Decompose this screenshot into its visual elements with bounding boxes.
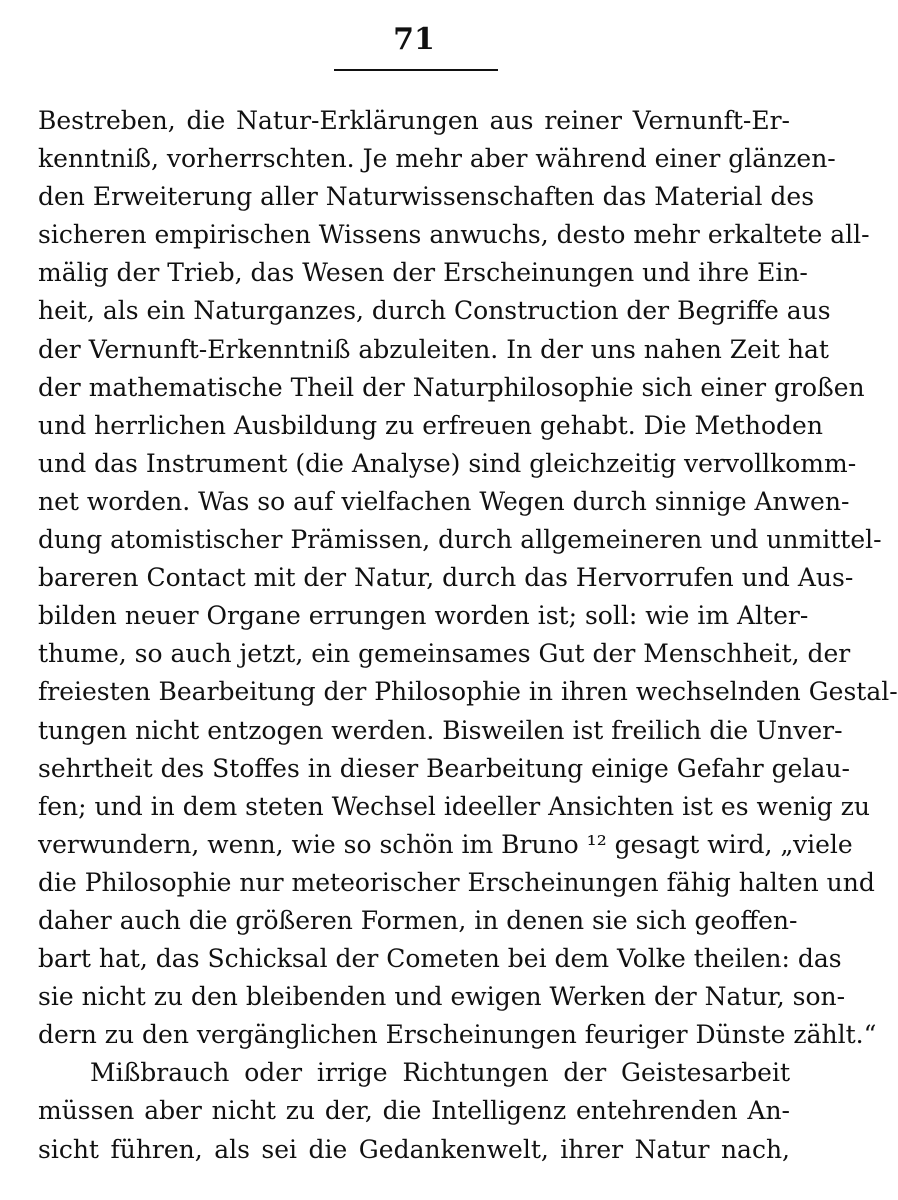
text-line: den Erweiterung aller Naturwissenschaften das Material des — [38, 182, 815, 212]
text-line: und herrlichen Ausbildung zu erfreuen gehabt. Die Methoden — [38, 410, 823, 440]
text-line: dern zu den vergänglichen Erscheinungen feuriger Dünste zählt.“ — [38, 1020, 877, 1050]
text-line: dung atomistischer Prämissen, durch allgemeineren und unmittel- — [38, 525, 882, 555]
header-rule — [334, 69, 498, 71]
text-line: müssen aber nicht zu der, die Intelligenz entehrenden An- — [38, 1096, 790, 1126]
text-line: fen; und in dem steten Wechsel ideeller Ansichten ist es wenig zu — [38, 791, 870, 821]
text-line: tungen nicht entzogen werden. Bisweilen ist freilich die Unver- — [38, 715, 843, 745]
page-number: 71 — [393, 22, 435, 57]
text-line: der Vernunft-Erkenntniß abzuleiten. In der uns nahen Zeit hat — [38, 334, 829, 364]
text-line: thume, so auch jetzt, ein gemeinsames Gut der Menschheit, der — [38, 639, 851, 669]
text-line: heit, als ein Naturganzes, durch Construction der Begriffe aus — [38, 296, 831, 326]
text-line: bilden neuer Organe errungen worden ist; soll: wie im Alter- — [38, 601, 809, 631]
text-line: mälig der Trieb, das Wesen der Erscheinungen und ihre Ein- — [38, 258, 808, 288]
body-text — [38, 102, 898, 1169]
text-line: Bestreben, die Natur-Erklärungen aus reiner Vernunft-Er- — [38, 106, 790, 135]
text-line: net worden. Was so auf vielfachen Wegen durch sinnige Anwen- — [38, 486, 850, 516]
text-line: kenntniß, vorherrschten. Je mehr aber während einer glänzen- — [38, 144, 836, 174]
text-line: bart hat, das Schicksal der Cometen bei dem Volke theilen: das — [38, 944, 842, 974]
text-line: sehrtheit des Stoffes in dieser Bearbeitung einige Gefahr gelau- — [38, 753, 850, 783]
text-line: die Philosophie nur meteorischer Erscheinungen fähig halten und — [38, 867, 875, 897]
text-line: der mathematische Theil der Naturphilosophie sich einer großen — [38, 372, 865, 402]
text-line: verwundern, wenn, wie so schön im Bruno ¹² gesagt wird, „viele — [38, 829, 853, 859]
text-line-paragraph-start: Mißbrauch oder irrige Richtungen der Geistesarbeit — [90, 1058, 790, 1088]
text-line: sie nicht zu den bleibenden und ewigen Werken der Natur, son- — [38, 982, 846, 1012]
text-line: daher auch die größeren Formen, in denen sie sich geoffen- — [38, 905, 798, 935]
text-line: freiesten Bearbeitung der Philosophie in ihren wechselnden Gestal- — [38, 677, 898, 707]
text-line: sicht führen, als sei die Gedankenwelt, ihrer Natur nach, — [38, 1134, 790, 1164]
text-line: sicheren empirischen Wissens anwuchs, desto mehr erkaltete all- — [38, 220, 870, 250]
text-line: und das Instrument (die Analyse) sind gleichzeitig vervollkomm- — [38, 448, 857, 478]
text-line: bareren Contact mit der Natur, durch das Hervorrufen und Aus- — [38, 563, 854, 593]
